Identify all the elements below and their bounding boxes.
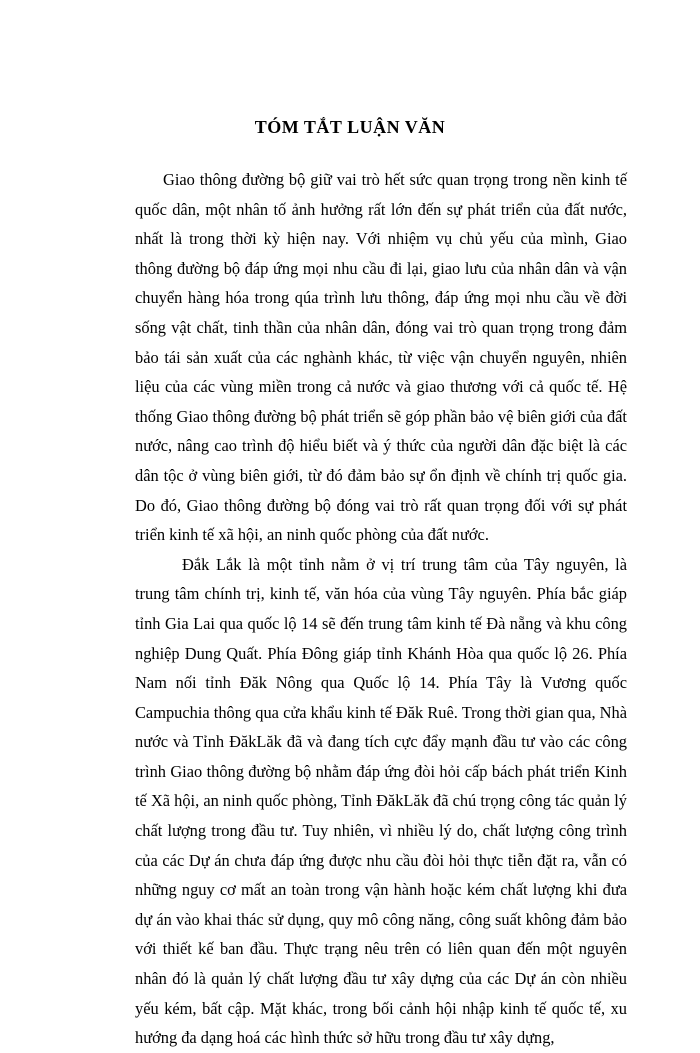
paragraph-2: Đắk Lắk là một tỉnh nằm ở vị trí trung tâm của Tây nguyên, là trung tâm chính trị, kinh tế, văn hóa của vùng Tây nguyên. Phía bắc giáp tỉnh Gia Lai qua quốc lộ 14 sẽ đến trung tâm kinh tế Đà nẵng và khu công nghiệp Dung Quất. Phía Đông giáp tỉnh Khánh Hòa qua quốc lộ 26. Phía Nam nối tỉnh Đăk Nông qua Quốc lộ 14. Phía Tây là Vương quốc Campuchia thông qua cửa khẩu kinh tế Đăk Ruê. Trong thời gian qua, Nhà nước và Tỉnh ĐăkLăk đã và đang tích cực đẩy mạnh đầu tư vào các công trình Giao thông đường bộ nhằm đáp ứng đòi hỏi cấp bách phát triển Kinh tế Xã hội, an ninh quốc phòng, Tỉnh ĐăkLăk đã chú trọng công tác quản lý chất lượng trong đầu tư. Tuy nhiên, vì nhiều lý do, chất lượng công trình của các Dự án chưa đáp ứng được nhu cầu đòi hỏi thực tiễn đặt ra, vẫn có những nguy cơ mất an toàn trong vận hành hoặc kém chất lượng khi đưa dự án vào khai thác sử dụng, quy mô công năng, công suất không đảm bảo với thiết kế ban đầu. Thực trạng nêu trên có liên quan đến một nguyên nhân đó là quản lý chất lượng đầu tư xây dựng của các Dự án còn nhiều yếu kém, bất cập. Mặt khác, trong bối cảnh hội nhập kinh tế quốc tế, xu hướng đa dạng hoá các hình thức sở hữu trong đầu tư xây dựng, — [135, 554, 627, 1048]
document-title: TÓM TẮT LUẬN VĂN — [254, 117, 446, 137]
paragraph-1: Giao thông đường bộ giữ vai trò hết sức quan trọng trong nền kinh tế quốc dân, một nhân tố ảnh hưởng rất lớn đến sự phát triển của đất nước, nhất là trong thời kỳ hiện nay. Với nhiệm vụ chủ yếu của mình, Giao thông đường bộ đáp ứng mọi nhu cầu đi lại, giao lưu của nhân dân và vận chuyển hàng hóa trong qúa trình lưu thông, đáp ứng mọi nhu cầu về đời sống vật chất, tinh thần của nhân dân, đóng vai trò quan trọng trong đảm bảo tái sản xuất của các nghành khác, từ việc vận chuyển nguyên, nhiên liệu của các vùng miền trong cả nước và giao thương với cả quốc tế. Hệ thống Giao thông đường bộ phát triển sẽ góp phần bảo vệ biên giới của đất nước, nâng cao trình độ hiểu biết và ý thức của người dân đặc biệt là các dân tộc ở vùng biên giới, từ đó đảm bảo sự ổn định về chính trị quốc gia. Do đó, Giao thông đường bộ đóng vai trò rất quan trọng đối với sự phát triển kinh tế xã hội, an ninh quốc phòng của đất nước. — [135, 170, 627, 545]
document-body — [135, 165, 627, 1053]
